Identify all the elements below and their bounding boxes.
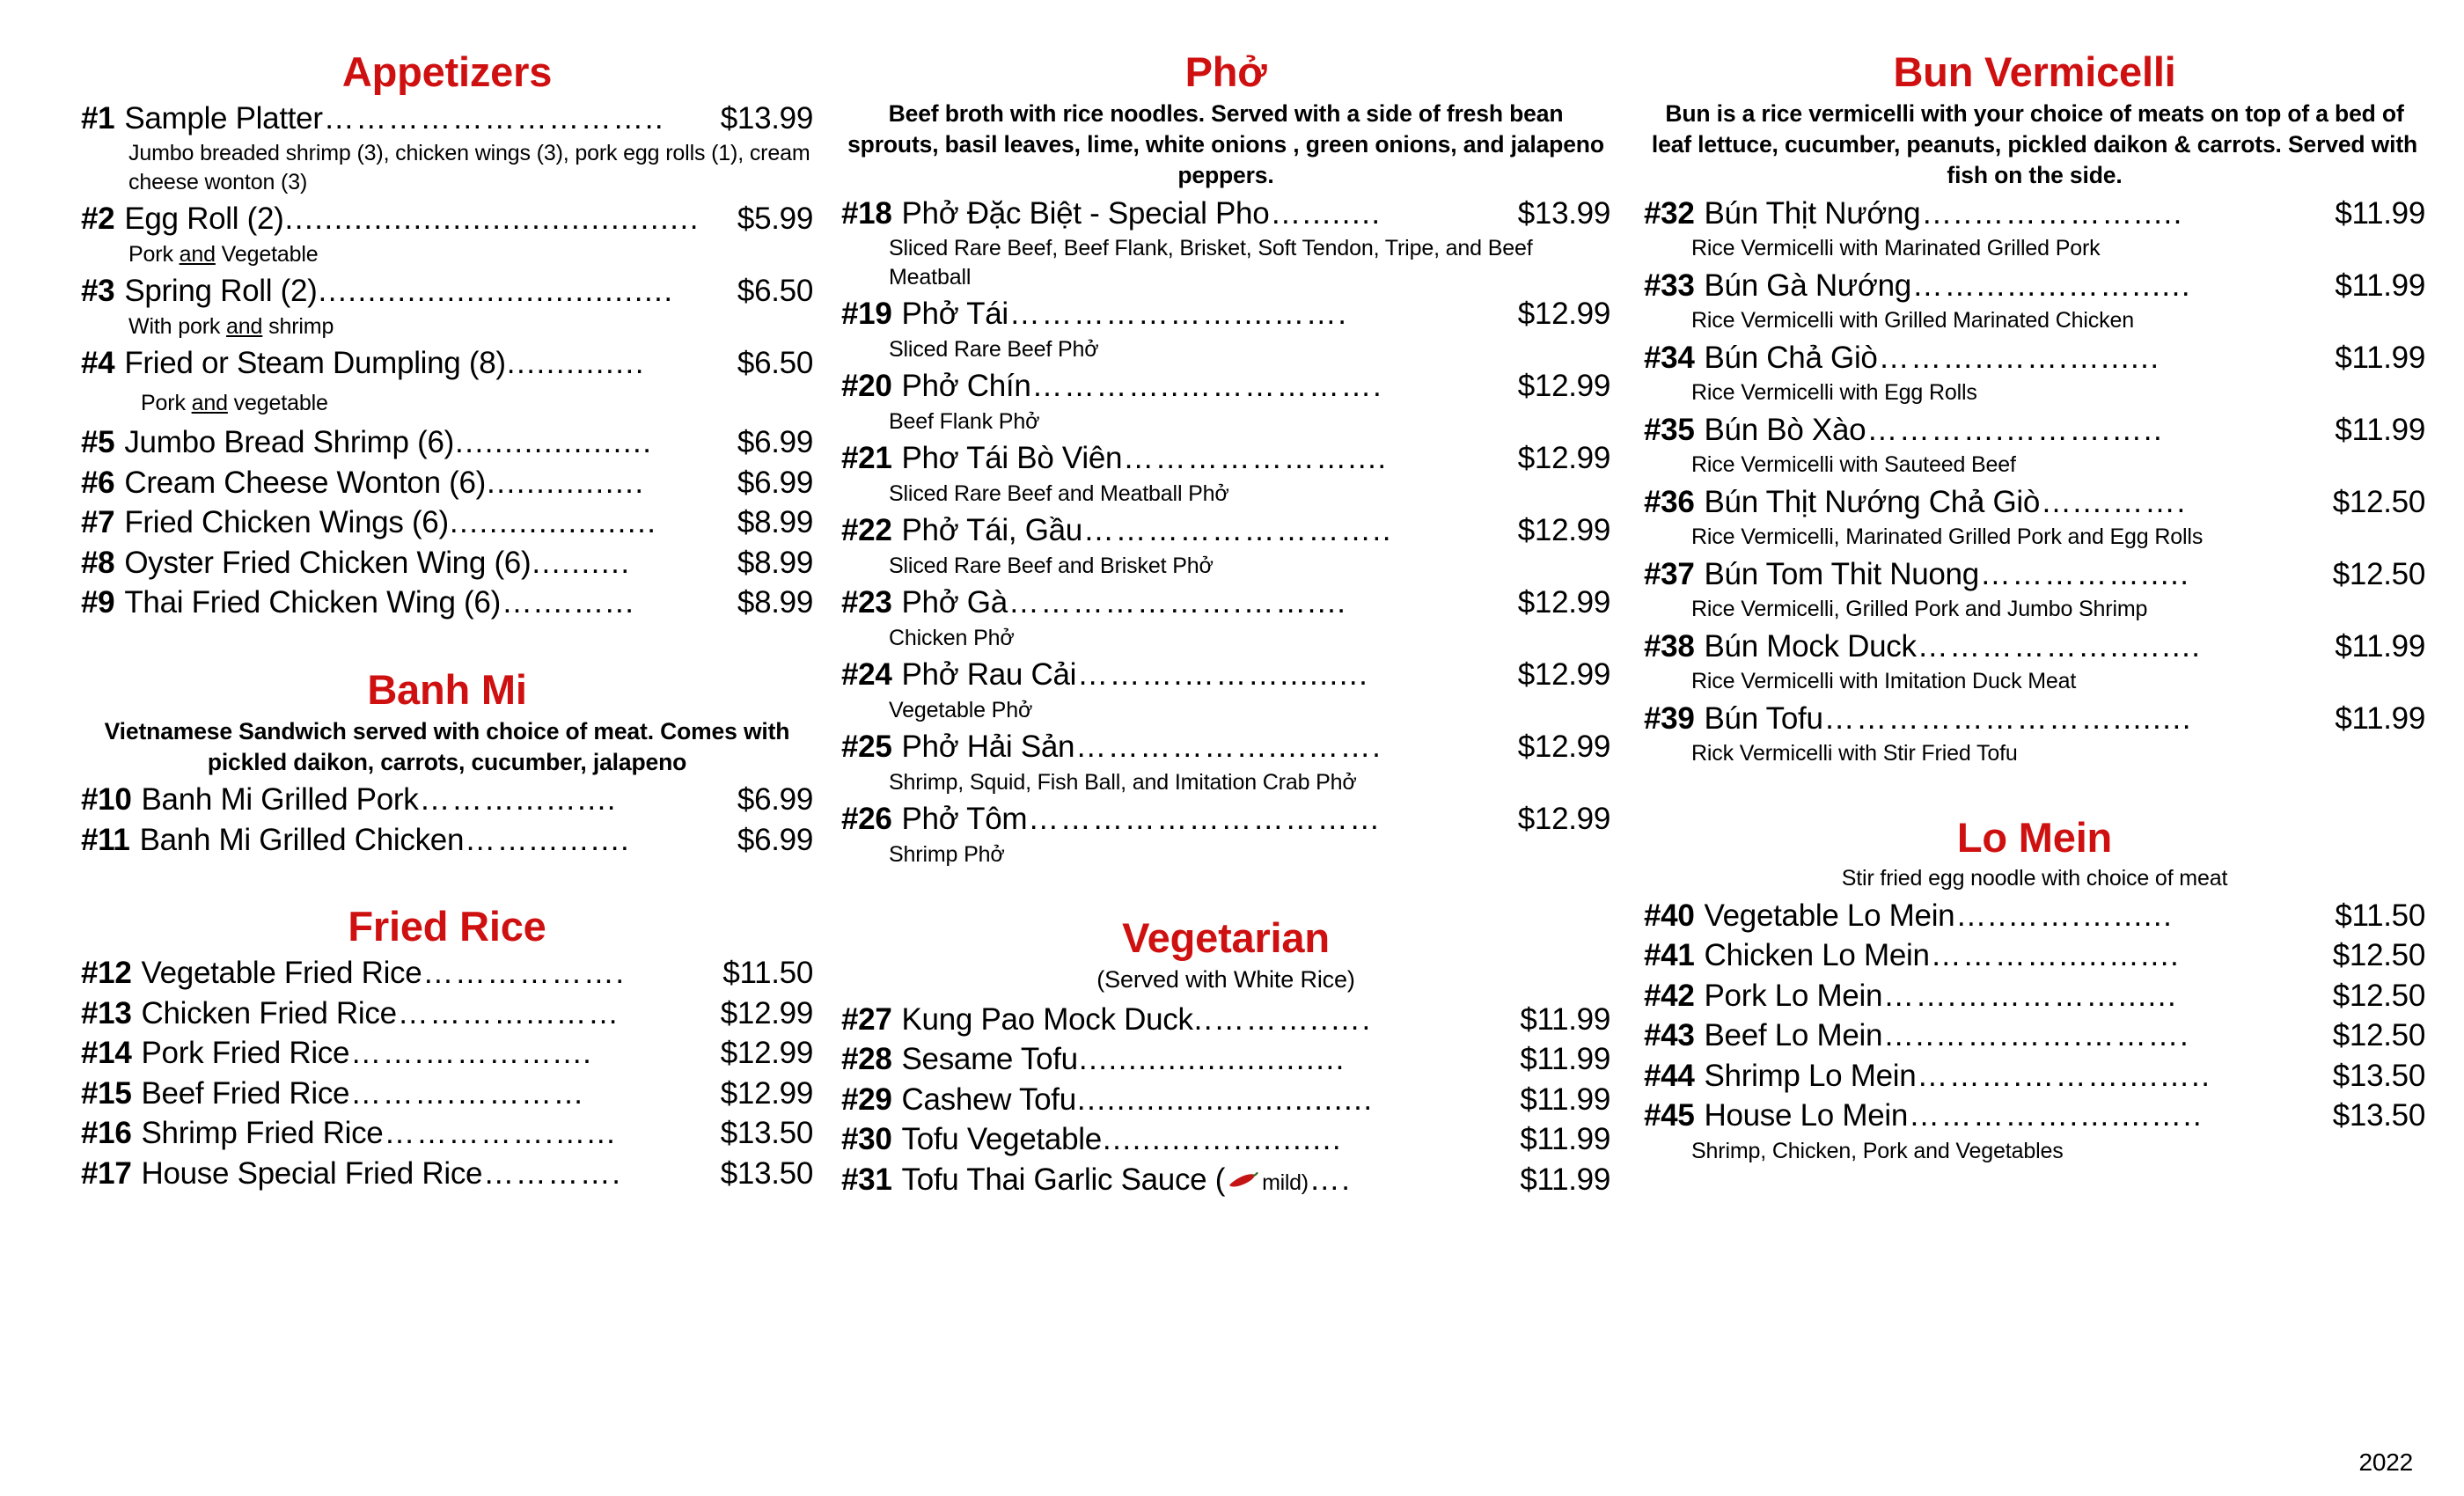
menu-item	[1644, 410, 2425, 451]
menu-section-pho	[841, 48, 1610, 869]
item-number: #44	[1644, 1058, 1695, 1093]
menu-item	[81, 99, 813, 139]
item-number: #25	[841, 730, 892, 765]
section-title-lo-mein: Lo Mein	[1956, 813, 2113, 861]
item-name: Banh Mi Grilled Pork	[141, 782, 419, 818]
menu-item	[1644, 627, 2425, 667]
leader-dots: ……….……….........	[1077, 657, 1369, 693]
menu-item	[81, 502, 813, 543]
item-number: #3	[81, 274, 115, 309]
item-description: Shrimp Phở	[889, 841, 1005, 867]
menu-item	[81, 543, 813, 583]
item-name: Bún Thịt Nướng	[1704, 195, 1921, 231]
item-name: House Lo Mein	[1704, 1098, 1909, 1133]
item-name: Chicken Lo Mein	[1704, 938, 1930, 973]
item-price: $12.99	[1517, 297, 1610, 332]
item-number: #37	[1644, 556, 1695, 591]
item-number: #20	[841, 369, 892, 404]
item-name: Beef Fried Rice	[141, 1075, 350, 1111]
item-number: #27	[841, 1001, 892, 1037]
menu-item	[1644, 976, 2425, 1016]
leader-dots: …....…...	[501, 585, 635, 620]
item-number: #43	[1644, 1018, 1695, 1053]
menu-item	[841, 799, 1610, 840]
menu-item	[841, 1000, 1610, 1040]
item-number: #16	[81, 1116, 132, 1151]
item-number: #42	[1644, 978, 1695, 1013]
item-name: Shrimp Lo Mein	[1704, 1058, 1917, 1093]
section-blurb: Beef broth with rice noodles. Served with a side of fresh bean sprouts, basil leaves, lime, white onions , green onions, and jalapeno peppers.	[847, 99, 1604, 189]
menu-item	[81, 780, 813, 820]
section-spacer	[1644, 771, 2425, 817]
item-price: $11.99	[1520, 1082, 1610, 1117]
item-spice-label: mild)	[1262, 1170, 1309, 1195]
menu-item	[81, 820, 813, 861]
item-description: Jumbo breaded shrimp (3), chicken wings (3), pork egg rolls (1), cream cheese wonton (3)	[128, 141, 810, 194]
item-description: Rice Vermicelli with Imitation Duck Meat	[1691, 669, 2077, 694]
menu-item	[81, 199, 813, 239]
menu-section-banh-mi	[81, 623, 813, 860]
menu-item	[841, 583, 1610, 623]
menu-item	[1644, 1016, 2425, 1056]
section-title-banh-mi: Banh Mi	[367, 665, 527, 713]
leader-dots: ……….…………	[350, 1075, 585, 1111]
menu-item	[1644, 1056, 2425, 1096]
item-name: Fried Chicken Wings (6)	[124, 505, 449, 540]
leader-dots: ...........................	[1078, 1042, 1346, 1077]
item-number: #17	[81, 1155, 132, 1191]
leader-dots: ………………………..	[1082, 513, 1392, 548]
item-number: #38	[1644, 628, 1695, 664]
item-number: #19	[841, 297, 892, 332]
leader-dots: ..............................	[1076, 1082, 1374, 1117]
item-description: Sliced Rare Beef and Brisket Phở	[889, 553, 1214, 578]
item-name: Phở Đặc Biệt - Special Pho	[901, 195, 1270, 231]
section-spacer	[81, 623, 813, 669]
item-price: $13.99	[1517, 195, 1610, 231]
section-title-vegetarian: Vegetarian	[1122, 914, 1330, 962]
leader-dots: ....................................	[318, 274, 674, 309]
item-name: Sample Platter	[124, 100, 323, 136]
item-name: Jumbo Bread Shrimp (6)	[124, 425, 455, 460]
item-number: #11	[81, 822, 130, 857]
item-description: Sliced Rare Beef and Meatball Phở	[889, 480, 1229, 506]
leader-dots: …….…………....	[350, 1036, 593, 1071]
item-name: Chicken Fried Rice	[141, 995, 397, 1030]
item-description: Shrimp, Chicken, Pork and Vegetables	[1691, 1138, 2064, 1163]
item-name: Vegetable Fried Rice	[141, 956, 422, 991]
menu-item	[81, 1033, 813, 1074]
leader-dots: ................	[487, 465, 645, 500]
item-description: Rice Vermicelli with Grilled Marinated Chicken	[1691, 308, 2135, 334]
menu-item	[81, 463, 813, 503]
item-number: #9	[81, 585, 115, 620]
leader-dots: ..........	[532, 545, 631, 580]
item-price: $13.50	[720, 1155, 813, 1191]
menu-item	[841, 1119, 1610, 1160]
item-name: Phở Hải Sản	[901, 730, 1075, 765]
item-price: $6.99	[737, 822, 813, 857]
item-price: $11.99	[2335, 195, 2425, 231]
item-price: $11.50	[2335, 898, 2425, 933]
menu-item	[841, 1160, 1610, 1200]
item-price: $12.50	[2332, 484, 2425, 519]
item-price: $6.99	[737, 782, 813, 818]
item-name: Bún Chả Giò	[1704, 340, 1878, 375]
item-number: #14	[81, 1036, 132, 1071]
item-number: #40	[1644, 898, 1695, 933]
item-description-emphasis: and	[226, 313, 263, 339]
menu-item	[1644, 1096, 2425, 1136]
item-price: $13.99	[720, 100, 813, 136]
item-number: #26	[841, 802, 892, 837]
item-price: $6.50	[737, 346, 813, 381]
leader-dots: …....…….	[2041, 484, 2187, 519]
menu-item	[81, 422, 813, 463]
item-description-emphasis: and	[191, 390, 228, 415]
leader-dots: ..........…...........	[1102, 1122, 1343, 1157]
menu-section-lo-mein	[1644, 771, 2425, 1166]
leader-dots: ………...…....	[419, 782, 618, 818]
item-price: $12.50	[2332, 1018, 2425, 1053]
menu-item	[841, 294, 1610, 334]
item-number: #24	[841, 657, 892, 693]
item-name: Thai Fried Chicken Wing (6)	[124, 585, 501, 620]
item-number: #21	[841, 441, 892, 476]
item-price: $12.99	[720, 1075, 813, 1111]
leader-dots: .....................	[449, 505, 657, 540]
item-name: Cream Cheese Wonton (6)	[124, 465, 487, 500]
item-price: $13.50	[2332, 1098, 2425, 1133]
item-price: $11.99	[1520, 1122, 1610, 1157]
item-name: Cashew Tofu	[901, 1082, 1076, 1117]
item-description: Rice Vermicelli with Sauteed Beef	[1691, 452, 2016, 478]
item-number: #29	[841, 1082, 892, 1117]
item-number: #36	[1644, 484, 1695, 519]
leader-dots: …………..……………….	[1031, 369, 1383, 404]
item-number: #32	[1644, 195, 1695, 231]
menu-section-appetizers	[81, 48, 813, 623]
leader-dots: ..............	[506, 346, 645, 381]
item-name: Pork Fried Rice	[141, 1036, 350, 1071]
item-price: $12.99	[1517, 802, 1610, 837]
menu-section-fried-rice	[81, 860, 813, 1193]
leader-dots: ……………………………	[1028, 802, 1382, 837]
leader-dots: ……...…....	[465, 822, 631, 857]
section-title-bun-vermicelli: Bun Vermicelli	[1893, 48, 2176, 95]
menu-item	[81, 271, 813, 312]
item-name: Tofu Vegetable	[901, 1122, 1102, 1157]
item-price: $8.99	[737, 585, 813, 620]
menu-item	[81, 1074, 813, 1114]
leader-dots: ….	[1309, 1162, 1352, 1197]
item-name: Kung Pao Mock Duck	[901, 1001, 1193, 1037]
item-price: $13.50	[720, 1116, 813, 1151]
leader-dots: ………………………........	[1823, 700, 2192, 736]
menu-item	[1644, 266, 2425, 306]
menu-item	[1644, 338, 2425, 378]
item-number: #8	[81, 545, 115, 580]
item-name: Sesame Tofu	[901, 1042, 1078, 1077]
leader-dots: ..………..….	[1193, 1001, 1372, 1037]
leader-dots: ………..…….…......	[1878, 340, 2160, 375]
leader-dots: ………….....…....	[1930, 938, 2181, 973]
item-price: $12.99	[1517, 369, 1610, 404]
item-price: $12.99	[1517, 441, 1610, 476]
item-description: Chicken Phở	[889, 625, 1015, 650]
item-name: Phở Rau Cải	[901, 657, 1077, 693]
menu-item	[841, 438, 1610, 479]
leader-dots: …………………....	[1123, 441, 1388, 476]
item-description: Rice Vermicelli, Marinated Grilled Pork and Egg Rolls	[1691, 524, 2204, 550]
item-price: $12.50	[2332, 978, 2425, 1013]
item-price: $5.99	[737, 202, 813, 237]
item-name: Phở Gà	[901, 585, 1008, 620]
item-description: Vegetable Phở	[889, 697, 1033, 722]
item-number: #23	[841, 585, 892, 620]
item-description-emphasis: and	[179, 241, 216, 267]
item-name: Phở Tái	[901, 297, 1008, 332]
item-price: $6.99	[737, 465, 813, 500]
item-name: Tofu Thai Garlic Sauce (	[901, 1162, 1226, 1197]
menu-item	[841, 655, 1610, 695]
item-description: Pork and vegetable	[141, 390, 328, 415]
leader-dots: …………….....	[1979, 556, 2190, 591]
menu-item	[841, 366, 1610, 407]
item-name: Bún Gà Nướng	[1704, 268, 1911, 303]
menu-item	[81, 583, 813, 623]
leader-dots: ………………..…....	[1917, 628, 2202, 664]
item-price: $11.50	[722, 956, 813, 991]
item-name: Bún Mock Duck	[1704, 628, 1917, 664]
menu-item	[81, 994, 813, 1034]
menu-item	[841, 1080, 1610, 1120]
section-blurb: Vietnamese Sandwich served with choice of meat. Comes with pickled daikon, carrots, cucumber, jalapeno	[104, 717, 790, 776]
leader-dots: …………………………..	[323, 100, 665, 136]
leader-dots: …………….…...	[384, 1116, 617, 1151]
item-price: $12.99	[1517, 657, 1610, 693]
leader-dots: ………………....…….	[1075, 730, 1382, 765]
item-description: With pork and shrimp	[128, 313, 334, 339]
item-number: #6	[81, 465, 115, 500]
section-spacer	[81, 860, 813, 906]
leader-dots: …………….…....…..	[1909, 1098, 2204, 1133]
item-number: #33	[1644, 268, 1695, 303]
item-name: Bún Bò Xào	[1704, 412, 1866, 447]
item-name: Spring Roll (2)	[124, 274, 318, 309]
item-description: Pork and Vegetable	[128, 241, 319, 267]
menu-column-right	[1633, 48, 2425, 1168]
item-number: #39	[1644, 700, 1695, 736]
item-price: $11.99	[1520, 1162, 1610, 1197]
item-number: #12	[81, 956, 132, 991]
leader-dots: …..…………….....	[1921, 195, 2183, 231]
item-name: Fried or Steam Dumpling (8)	[124, 346, 506, 381]
item-description: Beef Flank Phở	[889, 408, 1040, 434]
item-price: $12.99	[1517, 730, 1610, 765]
item-price: $13.50	[2332, 1058, 2425, 1093]
leader-dots: ………….	[483, 1155, 622, 1191]
item-price: $11.99	[2335, 700, 2425, 736]
section-blurb: (Served with White Rice)	[1096, 966, 1355, 994]
item-price: $11.99	[2335, 340, 2425, 375]
item-name: Bún Thịt Nướng Chả Giò	[1704, 484, 2041, 519]
section-spacer	[841, 871, 1610, 917]
item-name: Bún Tom Thit Nuong	[1704, 556, 1979, 591]
menu-item	[1644, 482, 2425, 523]
menu-item	[1644, 896, 2425, 936]
item-number: #31	[841, 1162, 892, 1197]
leader-dots: …..…….…….……….	[1883, 1018, 2190, 1053]
item-price: $11.99	[1520, 1001, 1610, 1037]
menu-item	[841, 194, 1610, 234]
item-price: $12.50	[2332, 556, 2425, 591]
item-number: #1	[81, 100, 115, 136]
year-stamp: 2022	[2358, 1448, 2413, 1476]
item-description: Rice Vermicelli with Egg Rolls	[1691, 380, 1977, 406]
item-price: $8.99	[737, 505, 813, 540]
leader-dots: …………...……	[397, 995, 620, 1030]
leader-dots: ……………….	[422, 956, 626, 991]
item-number: #7	[81, 505, 115, 540]
item-price: $12.50	[2332, 938, 2425, 973]
item-description: Sliced Rare Beef, Beef Flank, Brisket, Soft Tendon, Tripe, and Beef Meatball	[889, 236, 1533, 290]
leader-dots: …….……………......	[1883, 978, 2178, 1013]
section-blurb: Stir fried egg noodle with choice of meat	[1841, 865, 2228, 891]
section-title-pho: Phở	[1184, 48, 1267, 95]
menu-item	[81, 953, 813, 994]
item-name: Vegetable Lo Mein	[1704, 898, 1955, 933]
item-price: $11.99	[2335, 268, 2425, 303]
item-name: Pork Lo Mein	[1704, 978, 1883, 1013]
section-blurb: Bun is a rice vermicelli with your choice of meats on top of a bed of leaf lettuce, cucumber, peanuts, pickled daikon & carrots. Served with fish on the side.	[1651, 99, 2418, 189]
item-name: Bún Tofu	[1704, 700, 1823, 736]
menu-item	[841, 1039, 1610, 1080]
item-number: #4	[81, 346, 115, 381]
item-price: $12.99	[1517, 513, 1610, 548]
item-price: $11.99	[1520, 1042, 1610, 1077]
item-price: $12.99	[720, 1036, 813, 1071]
item-number: #10	[81, 782, 132, 818]
item-price: $11.99	[2335, 412, 2425, 447]
item-number: #18	[841, 195, 892, 231]
item-description: Shrimp, Squid, Fish Ball, and Imitation Crab Phở	[889, 769, 1357, 795]
item-name: Shrimp Fried Rice	[141, 1116, 384, 1151]
leader-dots: ………………….……....	[1008, 585, 1347, 620]
menu-column-left	[39, 48, 813, 1193]
menu-item	[841, 727, 1610, 767]
item-description: Sliced Rare Beef Phở	[889, 336, 1099, 362]
menu-section-vegetarian	[841, 871, 1610, 1199]
item-price: $12.99	[1517, 585, 1610, 620]
menu-item	[1644, 554, 2425, 595]
menu-column-middle	[836, 48, 1610, 1199]
item-price: $11.99	[2335, 628, 2425, 664]
menu-item	[1644, 699, 2425, 739]
leader-dots: ……...…...……......	[1911, 268, 2192, 303]
item-name: House Special Fried Rice	[141, 1155, 483, 1191]
item-name: Phở Tôm	[901, 802, 1028, 837]
leader-dots: …………………....…….	[1008, 297, 1348, 332]
item-description: Rick Vermicelli with Stir Fried Tofu	[1691, 741, 2018, 766]
item-number: #15	[81, 1075, 132, 1111]
item-name: Phơ Tái Bò Viên	[901, 441, 1123, 476]
item-price: $12.99	[720, 995, 813, 1030]
item-name: Oyster Fried Chicken Wing (6)	[124, 545, 532, 580]
item-name: Banh Mi Grilled Chicken	[139, 822, 465, 857]
menu-item	[81, 1154, 813, 1194]
item-name: Beef Lo Mein	[1704, 1018, 1883, 1053]
item-name: Egg Roll (2)	[124, 202, 284, 237]
leader-dots: …..…….…......	[1955, 898, 2174, 933]
section-title-appetizers: Appetizers	[341, 48, 553, 95]
leader-dots: ………….……….…..	[1866, 412, 2164, 447]
item-price: $8.99	[737, 545, 813, 580]
item-number: #30	[841, 1122, 892, 1157]
item-number: #5	[81, 425, 115, 460]
item-number: #35	[1644, 412, 1695, 447]
menu-item	[1644, 935, 2425, 976]
chili-pepper-icon	[1228, 1172, 1258, 1190]
leader-dots: ……….………....…..	[1917, 1058, 2211, 1093]
item-number: #45	[1644, 1098, 1695, 1133]
menu-section-bun-vermicelli	[1644, 48, 2425, 768]
item-name: Phở Chín	[901, 369, 1031, 404]
item-description: Rice Vermicelli with Marinated Grilled Pork	[1691, 236, 2101, 261]
item-number: #22	[841, 513, 892, 548]
menu-item	[1644, 194, 2425, 234]
item-name: Phở Tái, Gầu	[901, 513, 1082, 548]
item-number: #2	[81, 202, 115, 237]
item-number: #28	[841, 1042, 892, 1077]
item-price: $6.50	[737, 274, 813, 309]
leader-dots: ....................	[455, 425, 653, 460]
section-title-fried-rice: Fried Rice	[348, 903, 546, 950]
leader-dots: …........	[1270, 195, 1382, 231]
leader-dots: ..........................................	[284, 202, 700, 237]
item-description: Rice Vermicelli, Grilled Pork and Jumbo Shrimp	[1691, 597, 2148, 622]
menu-item	[81, 343, 813, 384]
item-number: #13	[81, 995, 132, 1030]
menu-item	[841, 510, 1610, 551]
menu-item	[81, 1113, 813, 1154]
item-price: $6.99	[737, 425, 813, 460]
item-number: #41	[1644, 938, 1695, 973]
item-number: #34	[1644, 340, 1695, 375]
